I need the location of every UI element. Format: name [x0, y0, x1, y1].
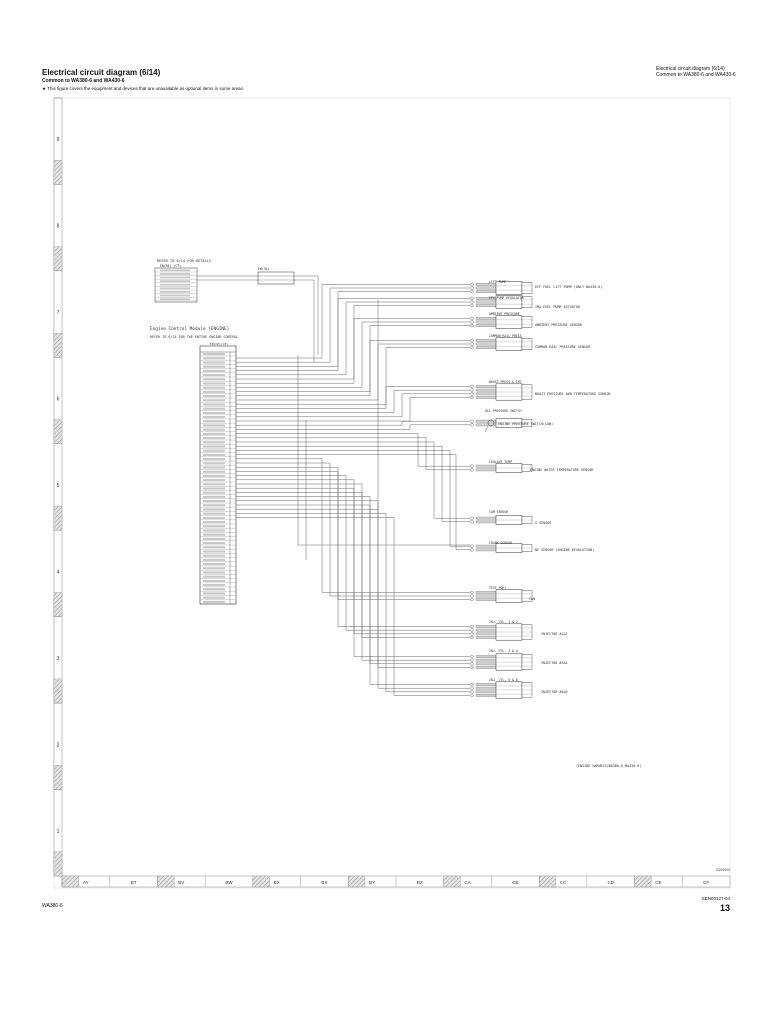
col-hatch [635, 876, 652, 887]
col-hatch [62, 876, 79, 887]
label-test-desc: CAN [529, 597, 536, 601]
note-text: This figure covers the equipment and devices that are unavailable as optional items in some areas. [47, 86, 245, 91]
label-refer-top: REFER TO 6/14 FOR DETAILS [157, 259, 212, 263]
label-inj56: INJ. CYL. 5 & 6 [489, 678, 518, 682]
doc-number: SEN00127-04 [701, 896, 730, 901]
row-hatch [54, 160, 62, 184]
label-test: TEST PORT [489, 586, 507, 590]
row-hatch [54, 420, 62, 444]
label-crank-desc: NE SENSOR (ENGINE REVOLUTION) [535, 548, 595, 552]
label-ecm-connector: EN(CE)(CE) [210, 342, 229, 346]
label-harness: (ENGINE HARNESS(WA380-6,WA430-6) [576, 764, 642, 768]
top-right-subtitle: Common to WA380-6 and WA430-6 [656, 72, 736, 78]
sensor-connector [496, 590, 522, 603]
label-oil: OIL PRESSURE SWITCH [485, 409, 522, 413]
col-hatch [253, 876, 270, 887]
label-lift-pump-desc: EFF FUEL LIFT PUMP (ONLY WA430-6) [535, 285, 603, 289]
col-label: BT [130, 880, 137, 885]
sensor-connector [496, 338, 522, 351]
col-label: CD [607, 880, 614, 885]
col-label: CC [559, 880, 567, 885]
row-label: 6 [56, 396, 60, 403]
col-label: CE [655, 880, 662, 885]
label-fuel-reg-desc: IMA FUEL PUMP ACTUATOR [535, 305, 580, 309]
sensor-connectors [471, 282, 532, 699]
top-right-title: Electrical circuit diagram (6/14) [656, 66, 725, 72]
label-boost: BOOST PRESS & IMT [489, 380, 522, 384]
col-hatch [157, 876, 174, 887]
col-label: BY [369, 880, 376, 885]
col-hatch [348, 876, 365, 887]
label-cam-desc: G SENSOR [535, 521, 552, 525]
col-label: CB [512, 880, 519, 885]
row-label: 4 [56, 569, 60, 576]
row-label: 9 [56, 137, 60, 144]
label-inj34-desc: INJECTOR #3&4 [541, 661, 568, 665]
label-ecm-refer: REFER TO 6/14 FOR THE ENTIRE ENGINE CONTROL. [150, 335, 240, 339]
row-hatch [54, 679, 62, 703]
page-title: Electrical circuit diagram (6/14) [42, 68, 161, 77]
page-subtitle: Common to WA380-6 and WA430-6 [42, 78, 125, 84]
label-rail-desc: COMMON RAIL PRESSURE SENSOR [535, 345, 591, 349]
row-hatch [54, 333, 62, 357]
label-refer-top-sub: EN(9E) (CT) [160, 264, 182, 268]
label-ecm-title: Engine Control Module (ENGINE) [150, 327, 230, 332]
label-coolant: COOLANT TEMP [489, 460, 513, 464]
label-boost-desc: BOOST PRESSURE AND TEMPERATURE SENSOR [535, 392, 611, 396]
diagram-frame [54, 98, 730, 888]
page-number: 13 [719, 903, 730, 913]
row-label: 1 [56, 828, 60, 835]
label-ambient-desc: AMBIENT PRESSURE SENSOR [535, 323, 582, 327]
ecm-block [200, 346, 236, 604]
col-label: AY [83, 880, 89, 885]
label-crank: CRANK SENSOR [489, 541, 513, 545]
row-label: 5 [56, 483, 60, 489]
col-hatch [539, 876, 556, 887]
en-connector-block [258, 272, 294, 284]
col-label: BW [225, 880, 233, 885]
label-inj34: INJ. CYL. 3 & 4 [489, 649, 518, 653]
label-en-connector: EN(34) [258, 267, 270, 271]
row-label: 2 [56, 742, 60, 749]
row-hatch [54, 592, 62, 616]
label-oil-desc: ENGINE PRESSURE SWITCH(LOW) [498, 422, 554, 426]
row-hatch [54, 506, 62, 530]
refer-block [155, 268, 197, 302]
col-label: BZ [416, 880, 423, 885]
col-label: BX [321, 880, 328, 885]
row-hatch [54, 852, 62, 876]
row-label: 8 [56, 223, 60, 230]
col-hatch [444, 876, 461, 887]
label-cam: CAM SENSOR [489, 510, 509, 514]
label-fuel-reg: EPS PUMP REGULATOR [489, 296, 524, 300]
sensor-connector [496, 316, 522, 329]
row-hatch [54, 765, 62, 789]
col-label: BX [273, 880, 280, 885]
col-label: BV [178, 880, 185, 885]
label-rail: COMMON RAIL PRESS [489, 334, 522, 338]
col-label: CF [703, 880, 710, 885]
row-label: 3 [56, 655, 60, 662]
part-code: SJ00000 [716, 868, 730, 872]
label-lift-pump: LIFT PUMP [489, 280, 507, 284]
row-label: 7 [56, 310, 60, 317]
label-inj12: INJ. CYL. 1 & 2 [489, 620, 518, 624]
label-inj12-desc: INJECTOR #1&2 [541, 632, 568, 636]
row-hatch [54, 247, 62, 271]
label-coolant-desc: ENGINE WATER TEMPERATURE SENSOR [530, 468, 594, 472]
note-bullet: ★ [42, 86, 47, 91]
footer-model: WA380-6 [42, 903, 63, 909]
col-label: CA [464, 880, 471, 885]
label-inj56-desc: INJECTOR #5&6 [541, 690, 568, 694]
label-ambient: AMBIENT PRESSURE [489, 312, 520, 316]
column-ruler [62, 876, 730, 887]
